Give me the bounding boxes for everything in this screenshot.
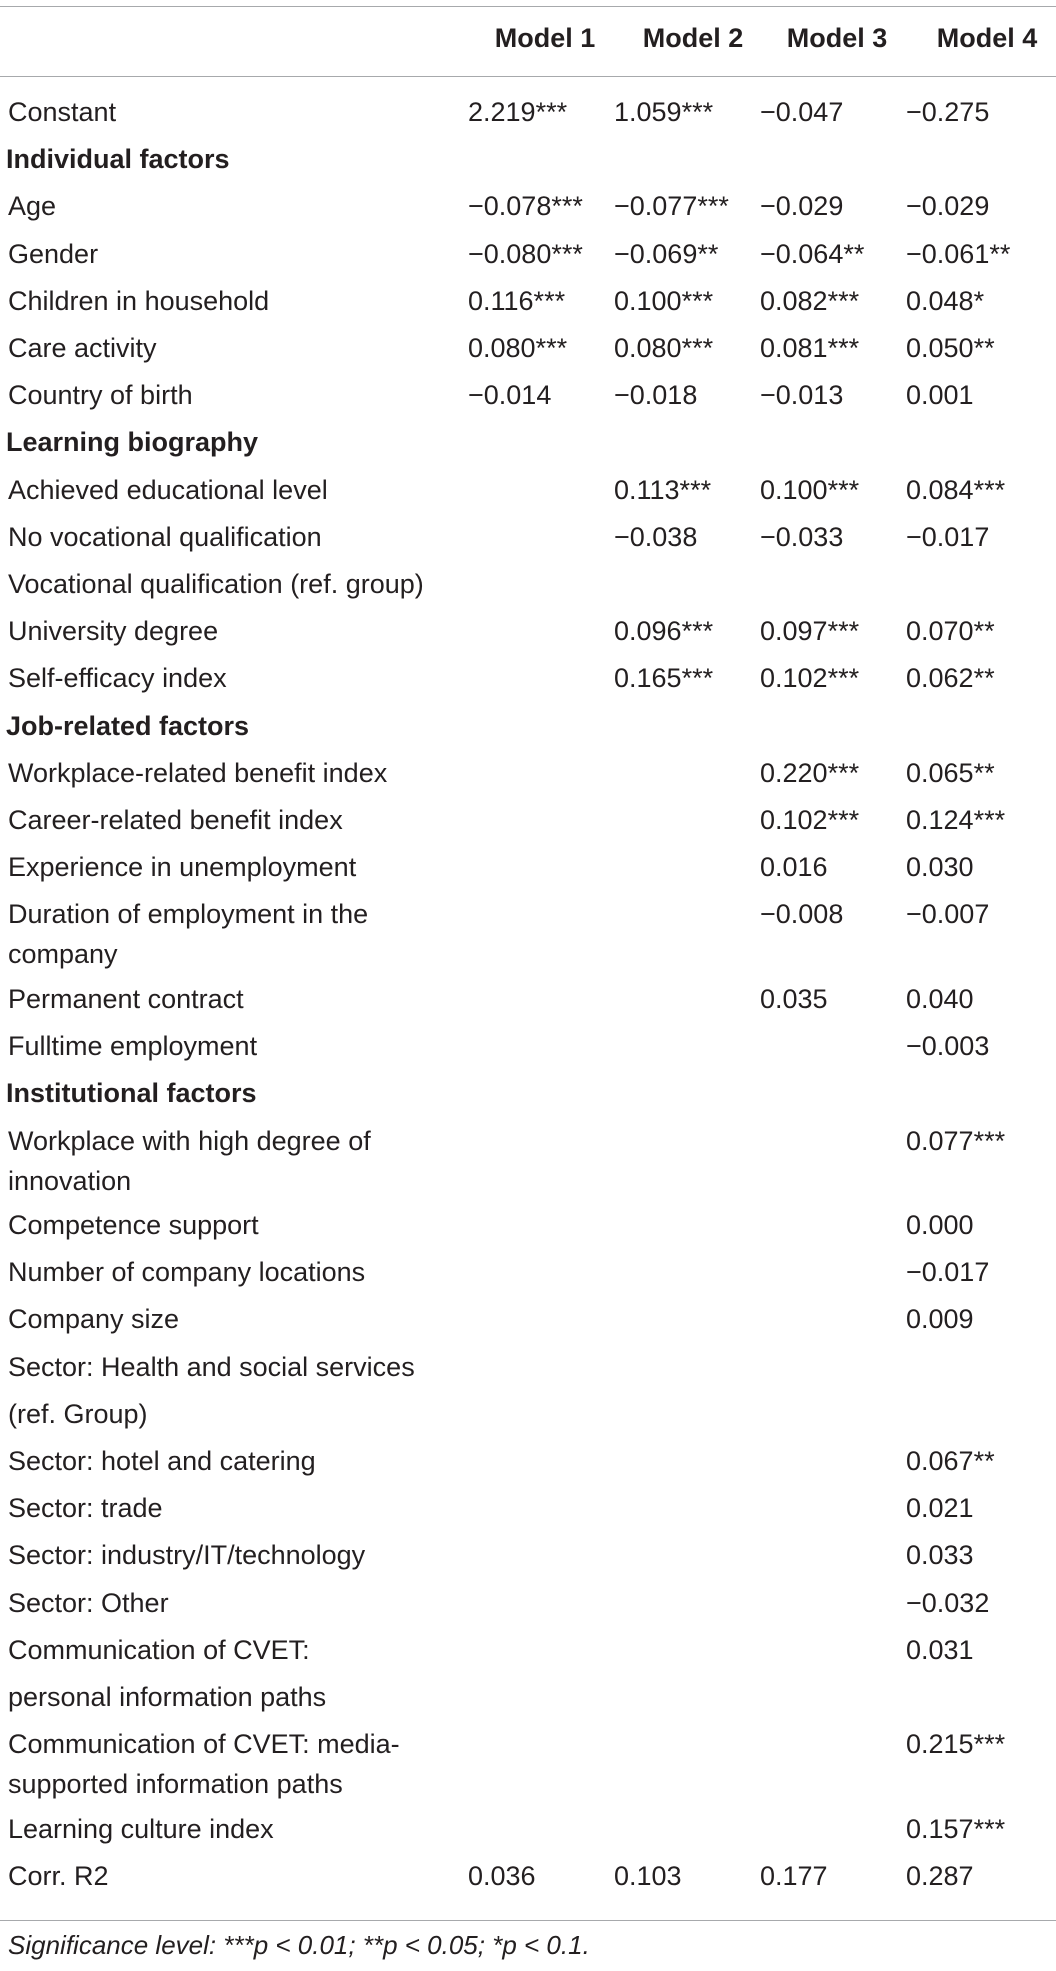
row-label: (ref. Group) (8, 1399, 148, 1429)
cell-model-3: 0.097*** (760, 616, 860, 646)
cell-model-3: 0.082*** (760, 286, 860, 316)
cell-model-2: 1.059*** (614, 97, 714, 127)
cell-model-4: 0.070** (906, 616, 995, 646)
row-label: Sector: hotel and catering (8, 1446, 316, 1476)
cell-model-4: 0.124*** (906, 805, 1006, 835)
cell-model-2: −0.018 (614, 380, 698, 410)
header-rule (0, 76, 1056, 77)
cell-model-2: −0.077*** (614, 191, 729, 221)
cell-model-4: 0.215*** (906, 1729, 1006, 1759)
cell-model-4: 0.048* (906, 286, 985, 316)
cell-model-2: 0.103 (614, 1861, 682, 1891)
cell-model-1: −0.080*** (468, 239, 583, 269)
row-label: Number of company locations (8, 1257, 366, 1287)
row-label: Workplace with high degree of innovation (8, 1126, 371, 1196)
cell-model-3: 0.100*** (760, 475, 860, 505)
row-label: Children in household (8, 286, 270, 316)
header-model-2: Model 2 (642, 23, 744, 53)
cell-model-2: −0.069** (614, 239, 719, 269)
cell-model-2: 0.096*** (614, 616, 714, 646)
row-label: Sector: trade (8, 1493, 163, 1523)
row-label: Learning culture index (8, 1814, 274, 1844)
table-footnote: Significance level: ***p < 0.01; **p < 0.05; *p < 0.1. (8, 1930, 590, 1960)
cell-model-4: 0.050** (906, 333, 995, 363)
cell-model-4: 0.065** (906, 758, 995, 788)
row-label: No vocational qualification (8, 522, 322, 552)
cell-model-4: 0.067** (906, 1446, 995, 1476)
cell-model-3: −0.008 (760, 899, 844, 929)
section-heading: Institutional factors (6, 1078, 257, 1108)
row-label: Constant (8, 97, 117, 127)
cell-model-2: −0.038 (614, 522, 698, 552)
cell-model-2: 0.100*** (614, 286, 714, 316)
cell-model-4: −0.017 (906, 1257, 990, 1287)
cell-model-4: 0.021 (906, 1493, 974, 1523)
top-rule (0, 6, 1056, 7)
section-heading: Learning biography (6, 427, 259, 457)
cell-model-1: 0.116*** (468, 286, 566, 316)
cell-model-4: 0.031 (906, 1635, 974, 1665)
row-label: Vocational qualification (ref. group) (8, 569, 424, 599)
cell-model-4: 0.084*** (906, 475, 1006, 505)
cell-model-4: 0.287 (906, 1861, 974, 1891)
cell-model-3: 0.220*** (760, 758, 860, 788)
cell-model-4: 0.030 (906, 852, 974, 882)
row-label: Age (8, 191, 57, 221)
cell-model-4: −0.017 (906, 522, 990, 552)
row-label: Sector: Health and social services (8, 1352, 415, 1382)
cell-model-4: 0.062** (906, 663, 995, 693)
cell-model-3: 0.177 (760, 1861, 828, 1891)
row-label: Care activity (8, 333, 157, 363)
cell-model-1: 0.080*** (468, 333, 568, 363)
cell-model-4: 0.000 (906, 1210, 974, 1240)
cell-model-1: −0.078*** (468, 191, 583, 221)
cell-model-4: −0.029 (906, 191, 990, 221)
cell-model-1: 2.219*** (468, 97, 568, 127)
cell-model-3: 0.102*** (760, 663, 860, 693)
row-label: Communication of CVET: (8, 1635, 310, 1665)
cell-model-2: 0.080*** (614, 333, 714, 363)
row-label: Communication of CVET: media-supported information paths (8, 1729, 400, 1799)
bottom-rule (0, 1920, 1056, 1921)
cell-model-1: −0.014 (468, 380, 552, 410)
row-label: Company size (8, 1304, 180, 1334)
cell-model-3: 0.081*** (760, 333, 860, 363)
header-model-3: Model 3 (786, 23, 888, 53)
cell-model-4: 0.040 (906, 984, 974, 1014)
cell-model-4: 0.157*** (906, 1814, 1006, 1844)
row-label: Career-related benefit index (8, 805, 343, 835)
row-label: personal information paths (8, 1682, 327, 1712)
row-label: Gender (8, 239, 99, 269)
cell-model-4: −0.061** (906, 239, 1011, 269)
cell-model-4: 0.009 (906, 1304, 974, 1334)
cell-model-4: 0.001 (906, 380, 974, 410)
row-label: Corr. R2 (8, 1861, 109, 1891)
row-label: Permanent contract (8, 984, 244, 1014)
row-label: Duration of employment in the company (8, 899, 369, 969)
cell-model-4: −0.275 (906, 97, 990, 127)
row-label: Sector: industry/IT/technology (8, 1540, 366, 1570)
row-label: Workplace-related benefit index (8, 758, 388, 788)
cell-model-3: −0.064** (760, 239, 865, 269)
cell-model-2: 0.165*** (614, 663, 714, 693)
cell-model-3: −0.047 (760, 97, 844, 127)
cell-model-4: 0.077*** (906, 1126, 1006, 1156)
row-label: Competence support (8, 1210, 259, 1240)
cell-model-4: −0.032 (906, 1588, 990, 1618)
row-label: Experience in unemployment (8, 852, 357, 882)
cell-model-4: −0.007 (906, 899, 990, 929)
cell-model-3: 0.102*** (760, 805, 860, 835)
cell-model-4: 0.033 (906, 1540, 974, 1570)
row-label: Sector: Other (8, 1588, 169, 1618)
section-heading: Individual factors (6, 144, 230, 174)
cell-model-3: −0.033 (760, 522, 844, 552)
cell-model-3: 0.016 (760, 852, 828, 882)
header-model-4: Model 4 (936, 23, 1038, 53)
row-label: Self-efficacy index (8, 663, 227, 693)
row-label: Fulltime employment (8, 1031, 258, 1061)
row-label: Achieved educational level (8, 475, 328, 505)
header-model-1: Model 1 (494, 23, 596, 53)
cell-model-3: −0.029 (760, 191, 844, 221)
cell-model-3: 0.035 (760, 984, 828, 1014)
cell-model-2: 0.113*** (614, 475, 712, 505)
row-label: Country of birth (8, 380, 193, 410)
section-heading: Job-related factors (6, 711, 250, 741)
cell-model-1: 0.036 (468, 1861, 536, 1891)
table-header (0, 18, 1056, 60)
row-label: University degree (8, 616, 219, 646)
cell-model-3: −0.013 (760, 380, 844, 410)
cell-model-4: −0.003 (906, 1031, 990, 1061)
